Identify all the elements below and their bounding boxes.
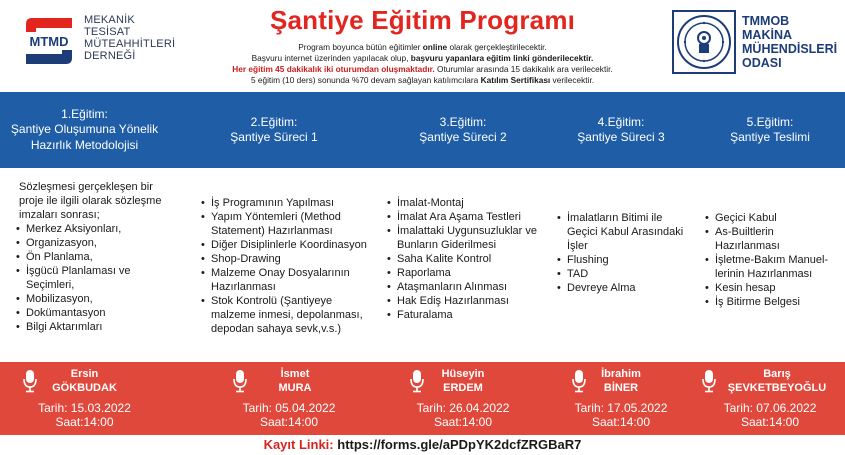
mtmd-logo-line: MÜTEAHHİTLERİ	[84, 38, 176, 50]
column-topics	[547, 168, 695, 362]
column-topics	[169, 168, 379, 362]
session-date: Tarih: 15.03.2022	[38, 401, 131, 415]
speaker	[169, 365, 379, 397]
column-topics	[379, 168, 547, 362]
registration-link-line	[0, 435, 845, 455]
topic-item: • TAD	[557, 267, 691, 281]
tmmob-logo-line: TMMOB	[742, 14, 790, 28]
topic-item: • Mobilizasyon,	[16, 292, 163, 306]
training-column-4	[547, 92, 695, 435]
session-datetime	[379, 402, 547, 429]
topic-item: • Faturalama	[387, 308, 543, 322]
page-title: Şantiye Eğitim Programı	[269, 5, 576, 35]
mtmd-logo-line: DERNEĞİ	[84, 50, 136, 62]
column-heading: 5.Eğitim: Şantiye Teslimi	[695, 92, 845, 168]
session-time: Saat:14:00	[433, 414, 493, 429]
topic-item: • Raporlama	[387, 266, 543, 280]
topic-item: • İş Programının Yapılması	[201, 196, 371, 210]
intro-line-2: Başvuru internet üzerinden yapılacak olup, başvuru yapanlara eğitim linki gönderilecektir.	[251, 53, 594, 63]
session-date: Tarih: 05.04.2022	[242, 401, 336, 415]
training-column-1	[0, 92, 169, 435]
session-date: Tarih: 17.05.2022	[574, 401, 668, 415]
speaker	[695, 365, 845, 397]
column-heading: 4.Eğitim: Şantiye Süreci 3	[547, 92, 695, 168]
tmmob-logo-line: ODASI	[742, 56, 782, 70]
topic-item: • Dokümantasyon	[16, 306, 163, 320]
tmmob-logo-text	[742, 14, 837, 70]
speaker-name: Hüseyin ERDEM	[441, 368, 485, 394]
session-datetime	[547, 402, 695, 429]
topic-item: • As-Builtlerin Hazırlanması	[705, 225, 841, 253]
intro-line-3: Her eğitim 45 dakikalık iki oturumdan oluşmaktadır. Oturumlar arasında 15 dakikalık ara verilecektir.	[232, 64, 613, 74]
speaker-name: Ersin GÖKBUDAK	[52, 368, 117, 394]
topic-item: • Shop-Drawing	[201, 252, 371, 266]
session-time: Saat:14:00	[55, 414, 114, 429]
column-heading: 1.Eğitim: Şantiye Oluşumuna Yönelik Hazırlık Metodolojisi	[0, 92, 169, 168]
registration-label: Kayıt Linki:	[263, 437, 334, 452]
training-column-5	[695, 92, 845, 435]
topic-item: • İmalat-Montaj	[387, 196, 543, 210]
topic-item: • Bilgi Aktarımları	[16, 320, 163, 334]
topic-list	[201, 196, 371, 336]
column-heading: 3.Eğitim: Şantiye Süreci 2	[379, 92, 547, 168]
intro-line-1: Program boyunca bütün eğitimler online olarak gerçekleştirilecektir.	[298, 42, 547, 52]
column-heading: 2.Eğitim: Şantiye Süreci 1	[169, 92, 379, 168]
session-datetime	[695, 402, 845, 429]
topic-list	[557, 211, 691, 295]
mtmd-logo-mark-text: MTMD	[29, 34, 69, 49]
header	[0, 0, 845, 92]
topic-item: • Ön Planlama,	[16, 250, 163, 264]
speaker	[379, 365, 547, 397]
mtmd-logo-line: MEKANİK	[84, 14, 135, 26]
session-time: Saat:14:00	[591, 414, 651, 429]
speaker-name: İsmet MURA	[278, 368, 312, 394]
topic-item: • Geçici Kabul	[705, 211, 841, 225]
topic-item: • İmalat Ara Aşama Testleri	[387, 210, 543, 224]
topic-list	[387, 196, 543, 322]
column-session-info	[0, 362, 169, 435]
session-datetime	[0, 402, 169, 429]
topic-item: • Ataşmanların Alınması	[387, 280, 543, 294]
mtmd-logo-line: TESİSAT	[84, 26, 131, 38]
topic-item: • İmalattaki Uygunsuzluklar ve Bunların Giderilmesi	[387, 224, 543, 252]
tmmob-logo-line: MÜHENDİSLERİ	[742, 42, 838, 56]
column-session-info	[169, 362, 379, 435]
column-session-info	[695, 362, 845, 435]
topic-list	[705, 211, 841, 309]
topic-item: • Diğer Disiplinlerle Koordinasyon	[201, 238, 371, 252]
intro-text	[180, 42, 665, 86]
topic-item: • İmalatların Bitimi ile Geçici Kabul Arasındaki İşler	[557, 211, 691, 253]
topic-list	[16, 222, 163, 334]
intro-line-4: 5 eğitim (10 ders) sonunda %70 devam sağlayan katılımcılara Katılım Sertifikası verilecektir.	[250, 75, 595, 85]
session-time: Saat:14:00	[740, 414, 800, 429]
topic-item: • İşletme-Bakım Manuel-lerinin Hazırlanması	[705, 253, 841, 281]
speaker-name: Barış ŞEVKETBEYOĞLU	[727, 368, 827, 394]
session-datetime	[169, 402, 379, 429]
topic-item: • Devreye Alma	[557, 281, 691, 295]
topic-item: • Organizasyon,	[16, 236, 163, 250]
speaker	[0, 365, 169, 397]
speaker-name: İbrahim BİNER	[601, 368, 641, 394]
topic-item: • Yapım Yöntemleri (Method Statement) Hazırlanması	[201, 210, 371, 238]
column-session-info	[547, 362, 695, 435]
registration-link[interactable]: https://forms.gle/aPDpYK2dcfZRGBaR7	[337, 437, 582, 452]
topics-lead: Sözleşmesi gerçekleşen bir proje ile ilgili olarak sözleşme imzaları sonrası;	[19, 181, 162, 221]
topic-item: • Flushing	[557, 253, 691, 267]
column-topics	[0, 168, 169, 362]
speaker	[547, 365, 695, 397]
topic-item: • Hak Ediş Hazırlanması	[387, 294, 543, 308]
topic-item: • Stok Kontrolü (Şantiyeye malzeme inmesi, depolanması, depodan sahaya sevk,v.s.)	[201, 294, 371, 336]
tmmob-logo-line: MAKİNA	[742, 28, 792, 42]
training-column-2	[169, 92, 379, 435]
topic-item: • İşgücü Planlaması ve Seçimleri,	[16, 264, 163, 292]
session-time: Saat:14:00	[259, 414, 319, 429]
topic-item: • Saha Kalite Kontrol	[387, 252, 543, 266]
topic-item: • Merkez Aksiyonları,	[16, 222, 163, 236]
training-column-3	[379, 92, 547, 435]
topic-item: • İş Bitirme Belgesi	[705, 295, 841, 309]
session-date: Tarih: 26.04.2022	[416, 401, 510, 415]
session-date: Tarih: 07.06.2022	[723, 401, 817, 415]
topic-item: • Malzeme Onay Dosyalarının Hazırlanması	[201, 266, 371, 294]
column-topics	[695, 168, 845, 362]
tmmob-seal-icon	[672, 10, 736, 74]
topic-item: • Kesin hesap	[705, 281, 841, 295]
column-session-info	[379, 362, 547, 435]
tmmob-logo	[672, 10, 842, 80]
